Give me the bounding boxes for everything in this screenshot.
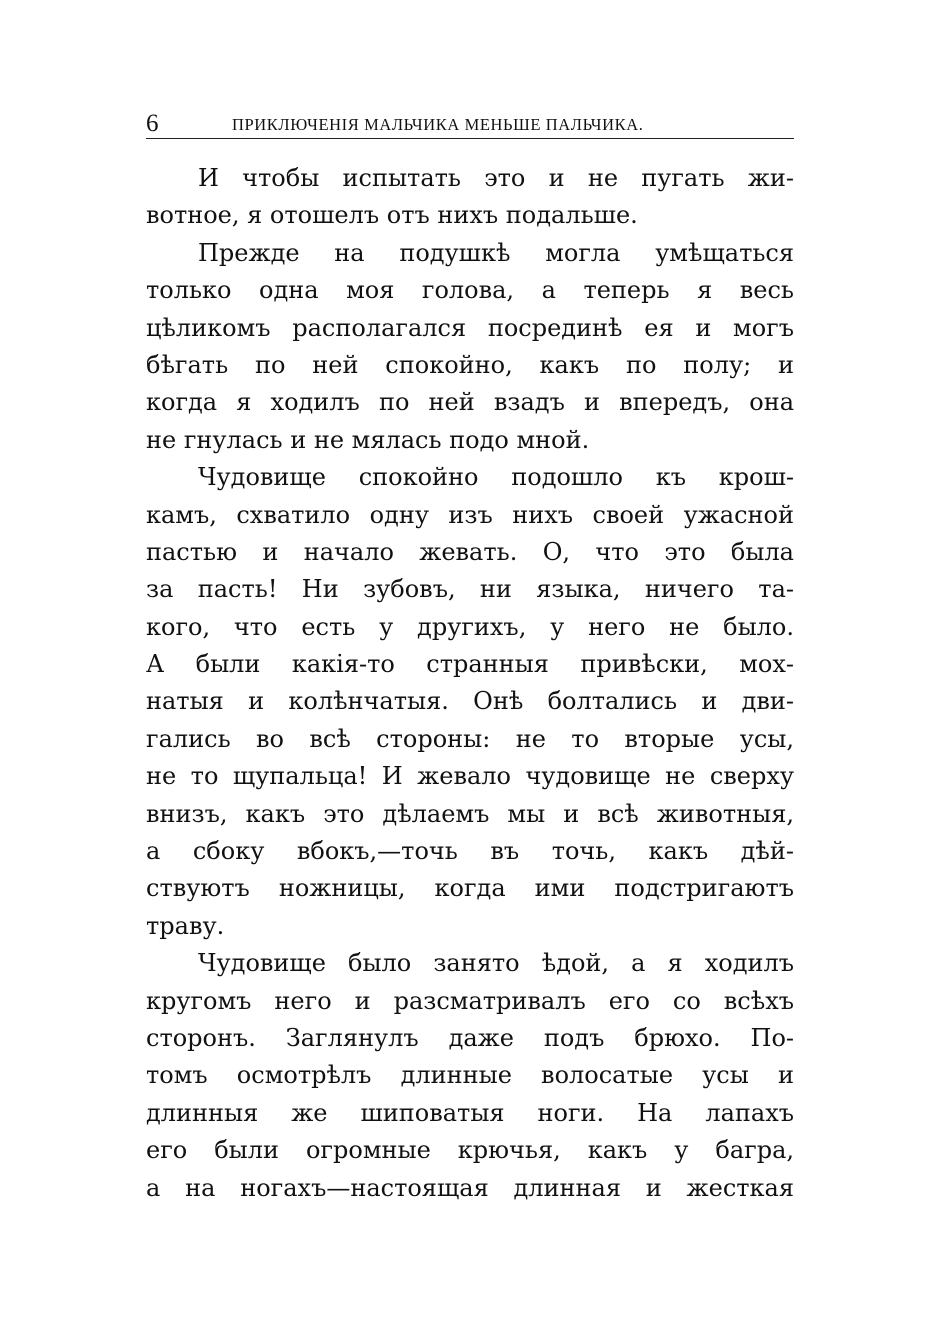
text-line: сторонъ. Заглянулъ даже подъ брюхо. По- <box>146 1023 794 1052</box>
text-line: не то щупальца! И жевало чудовище не сверху <box>146 762 794 791</box>
text-line: А были какія-то странныя привѣски, мох- <box>146 650 794 679</box>
header-rule <box>146 138 794 139</box>
text-line: кругомъ него и разсматривалъ его со всѣхъ <box>146 986 794 1015</box>
page-number: 6 <box>146 110 159 137</box>
text-line: когда я ходилъ по ней взадъ и впередъ, она <box>146 388 794 417</box>
running-title: ПРИКЛЮЧЕНІЯ МАЛЬЧИКА МЕНЬШЕ ПАЛЬЧИКА. <box>232 115 644 134</box>
text-line: натыя и колѣнчатыя. Онѣ болтались и дви- <box>146 687 794 716</box>
text-line: не гнулась и не мялась подо мной. <box>146 425 590 454</box>
text-line: ствуютъ ножницы, когда ими подстригаютъ <box>146 874 794 903</box>
text-line: кого, что есть у другихъ, у него не было. <box>146 612 794 641</box>
text-line: длинныя же шиповатыя ноги. На лапахъ <box>146 1098 794 1127</box>
paragraph <box>146 160 794 235</box>
paragraph <box>146 459 794 945</box>
text-line: а на ногахъ—настоящая длинная и жесткая <box>146 1173 794 1202</box>
text-line: бѣгать по ней спокойно, какъ по полу; и <box>146 350 794 379</box>
body-text <box>146 160 794 1207</box>
paragraph <box>146 945 794 1207</box>
text-line: Прежде на подушкѣ могла умѣщаться <box>198 238 794 267</box>
text-line: Чудовище спокойно подошло къ крош- <box>198 463 794 492</box>
text-line: его были огромные крючья, какъ у багра, <box>146 1136 794 1165</box>
text-line: гались во всѣ стороны: не то вторые усы, <box>146 724 794 753</box>
text-line: за пасть! Ни зубовъ, ни языка, ничего та- <box>146 575 794 604</box>
text-line: И чтобы испытать это и не пугать жи- <box>198 164 794 192</box>
text-line: а сбоку вбокъ,—точь въ точь, какъ дѣй- <box>146 837 794 866</box>
text-line: Чудовище было занято ѣдой, а я ходилъ <box>198 949 794 978</box>
text-line: камъ, схватило одну изъ нихъ своей ужасной <box>146 500 794 529</box>
running-header <box>146 108 794 140</box>
text-line: внизъ, какъ это дѣлаемъ мы и всѣ животныя, <box>146 799 794 828</box>
text-line: пастью и начало жевать. О, что это была <box>146 537 794 566</box>
text-line: только одна моя голова, а теперь я весь <box>146 276 794 305</box>
text-line: цѣликомъ располагался посрединѣ ея и могъ <box>146 313 794 342</box>
text-line: томъ осмотрѣлъ длинные волосатые усы и <box>146 1061 794 1090</box>
text-line: траву. <box>146 911 225 940</box>
paragraph <box>146 235 794 459</box>
text-line: вотное, я отошелъ отъ нихъ подальше. <box>146 201 638 230</box>
